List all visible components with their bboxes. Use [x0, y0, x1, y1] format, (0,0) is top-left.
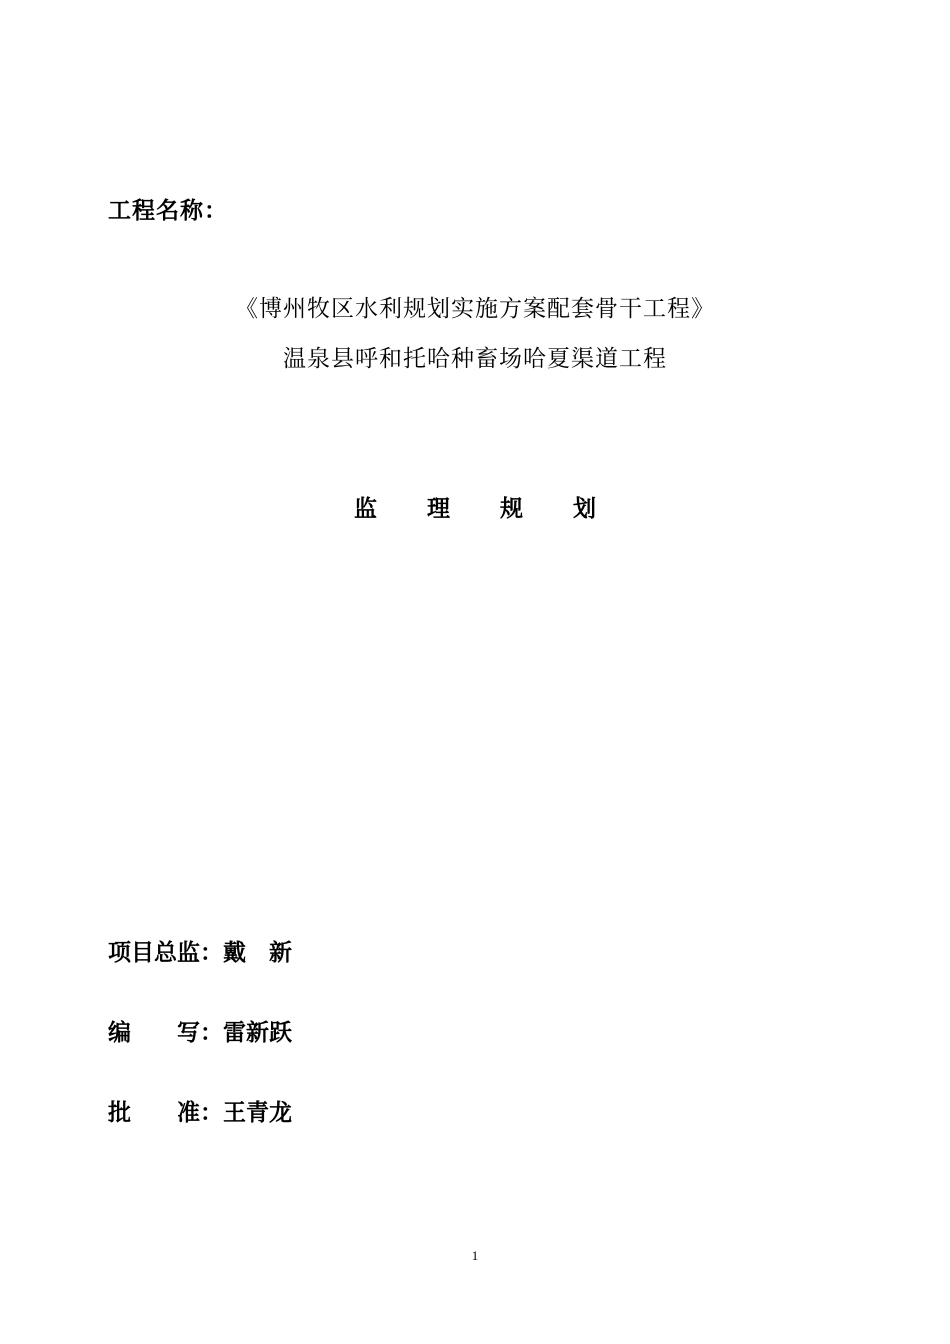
writer-label: 编 写：: [108, 1019, 223, 1046]
page-number: 1: [471, 1248, 479, 1263]
project-name-line-1: 《博州牧区水利规划实施方案配套骨干工程》: [235, 296, 715, 322]
approver-field: [108, 1094, 292, 1127]
document-title-char: 理: [426, 495, 450, 522]
project-director-field: [108, 934, 292, 967]
writer-value: 雷新跃: [223, 1019, 292, 1046]
project-name-label: 工程名称：: [108, 197, 228, 224]
document-title-char: 划: [573, 495, 597, 522]
project-name-line-2: 温泉县呼和托哈种畜场哈夏渠道工程: [283, 346, 667, 372]
writer-field: [108, 1014, 292, 1047]
document-title-char: 规: [500, 495, 523, 522]
project-director-value: 戴 新: [223, 939, 292, 966]
document-title: [0, 490, 950, 523]
project-director-label: 项目总监：: [108, 939, 223, 966]
approver-label: 批 准：: [108, 1099, 223, 1126]
document-title-char: 监: [353, 495, 377, 522]
approver-value: 王青龙: [223, 1099, 292, 1126]
